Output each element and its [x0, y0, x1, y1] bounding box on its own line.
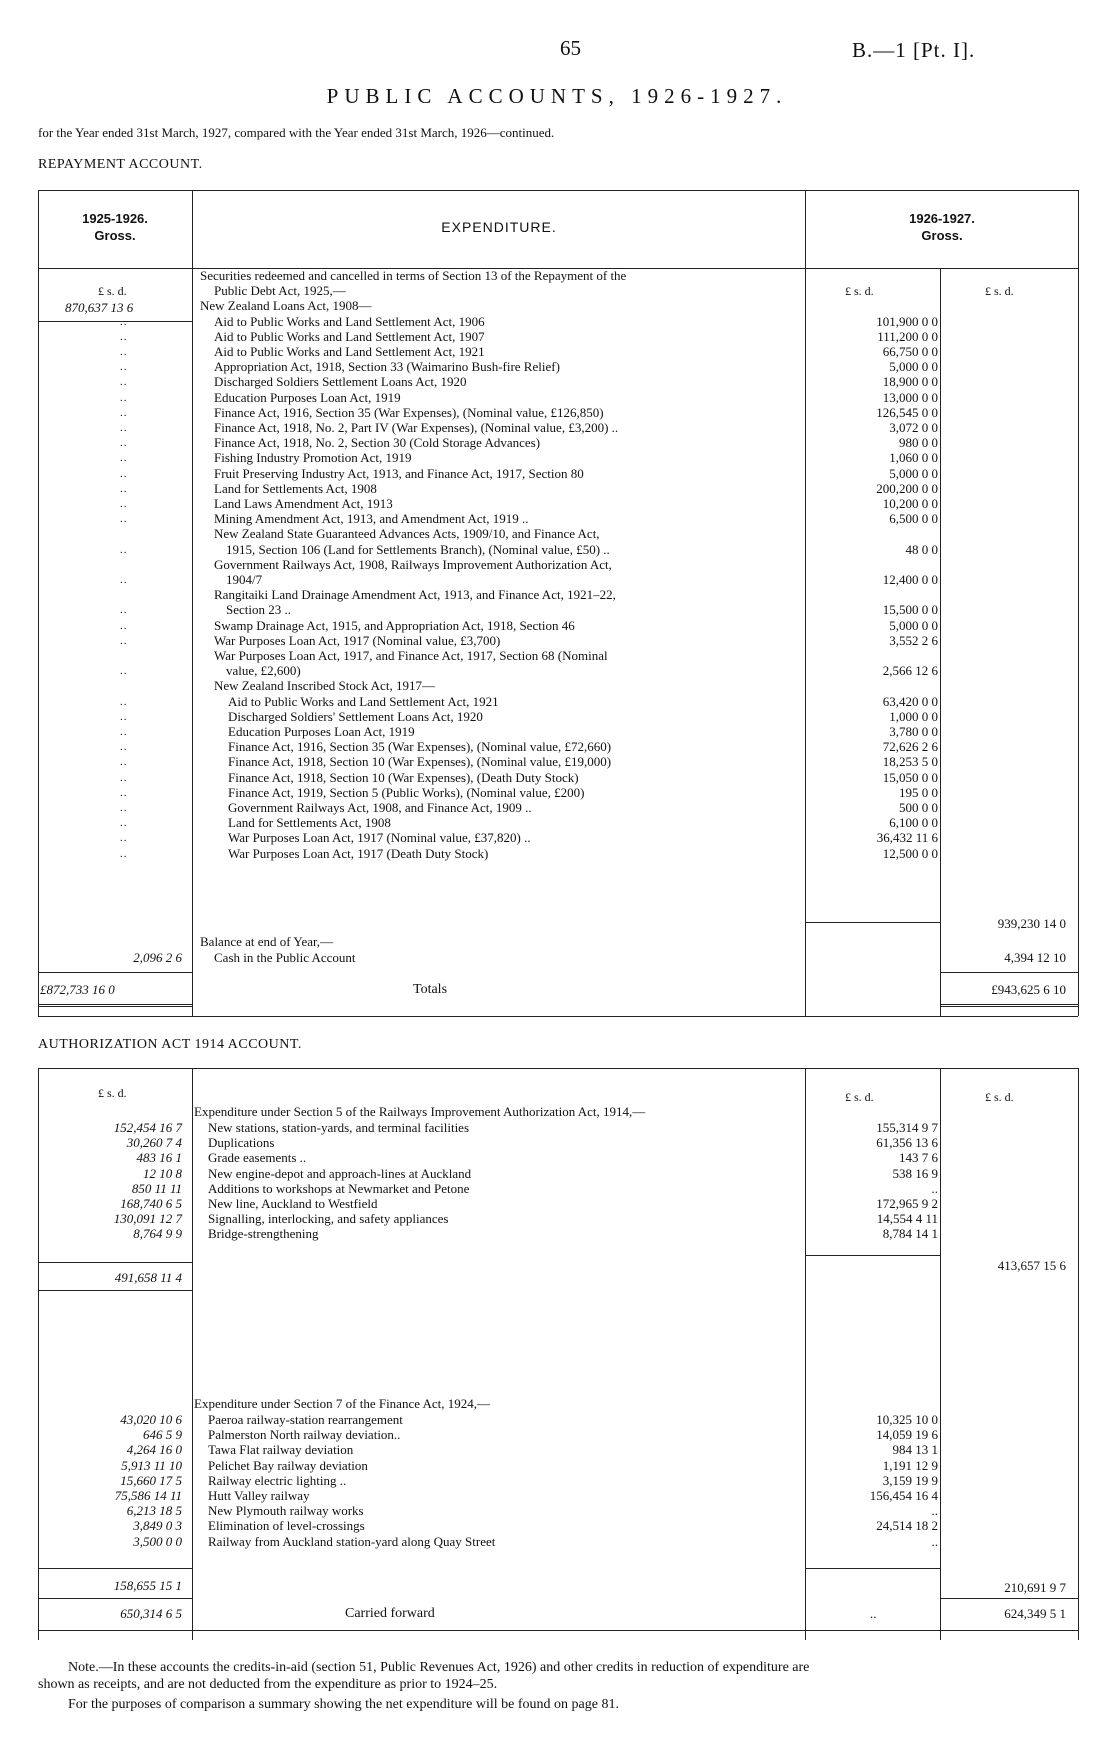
- row-1926-amount: 10,325 10 0: [876, 1412, 938, 1427]
- group2-total: 210,691 9 7: [1004, 1580, 1066, 1595]
- row-description: Aid to Public Works and Land Settlement Act, 1906: [214, 313, 485, 329]
- unit-label: £ s. d.: [845, 1090, 874, 1104]
- row-description: Grade easements ..: [208, 1150, 307, 1166]
- row-description: Duplications: [208, 1135, 275, 1151]
- table-row: [0, 800, 1114, 816]
- row-1925-marker: ..: [120, 741, 128, 754]
- rule: [940, 1598, 1078, 1599]
- rule: [940, 972, 1078, 973]
- row-1925-amount: 3,500 0 0: [133, 1533, 182, 1549]
- totals-1926: £943,625 6 10: [991, 982, 1066, 997]
- table-top-rule: [38, 1068, 1078, 1069]
- row-1926-amount: 195 0 0: [899, 784, 938, 800]
- row-description: Finance Act, 1916, Section 35 (War Expenses), (Nominal value, £72,660): [228, 739, 612, 755]
- table-row: [0, 694, 1114, 710]
- row-description: War Purposes Loan Act, 1917 (Death Duty Stock): [228, 845, 489, 861]
- row-1925-amount: 168,740 6 5: [120, 1196, 182, 1211]
- column-header-1925: 1925-1926. Gross.: [82, 211, 148, 243]
- table-row: [0, 648, 1114, 664]
- row-description: Railway electric lighting ..: [208, 1472, 347, 1488]
- row-1926-amount: 2,566 12 6: [882, 663, 938, 679]
- row-1926-amount: 538 16 9: [892, 1165, 938, 1181]
- table-row: [0, 1150, 1114, 1166]
- page-title: PUBLIC ACCOUNTS, 1926-1927.: [326, 84, 788, 108]
- row-1926-amount: 12,500 0 0: [882, 845, 938, 861]
- row-1926-amount: 156,454 16 4: [869, 1488, 938, 1503]
- totals-1925: £872,733 16 0: [40, 982, 115, 997]
- table-row: [0, 557, 1114, 573]
- row-description: Appropriation Act, 1918, Section 33 (Waimarino Bush-fire Relief): [214, 359, 560, 375]
- carried-forward-1926: 624,349 5 1: [1004, 1606, 1066, 1621]
- table-row: [0, 770, 1114, 786]
- table-row: [0, 1135, 1114, 1151]
- subtotal-rule: [805, 1568, 940, 1569]
- row-1925-amount: 43,020 10 6: [120, 1412, 182, 1427]
- unit-label: £ s. d.: [98, 284, 127, 298]
- row-description: 1904/7: [226, 572, 263, 587]
- row-1925-amount: 15,660 17 5: [120, 1472, 182, 1488]
- table-row: [0, 633, 1114, 649]
- group1-left-total: 491,658 11 4: [114, 1270, 182, 1285]
- row-1925-marker: ..: [120, 437, 128, 450]
- row-description: Mining Amendment Act, 1913, and Amendment Act, 1919 ..: [214, 511, 529, 527]
- row-1926-amount: 72,626 2 6: [882, 739, 938, 755]
- table-row: [0, 1458, 1114, 1474]
- note-line-2: shown as receipts, and are not deducted from the expenditure as prior to 1924–25.: [38, 1677, 498, 1692]
- row-1926-amount: 3,159 19 9: [882, 1472, 938, 1488]
- balance-label: Balance at end of Year,—: [200, 934, 334, 949]
- row-1926-amount: 14,059 19 6: [876, 1427, 938, 1443]
- row-1925-marker: ..: [120, 604, 128, 617]
- row-1926-amount: 980 0 0: [899, 435, 938, 451]
- row-1925-marker: ..: [120, 756, 128, 769]
- row-1925-marker: ..: [120, 802, 128, 814]
- row-1925-amount: 8,764 9 9: [133, 1226, 182, 1242]
- row-1926-amount: 61,356 13 6: [876, 1135, 938, 1151]
- table-row: [0, 526, 1114, 542]
- table-row: [0, 1488, 1114, 1504]
- table-row: [0, 724, 1114, 740]
- table-bottom-rule: [38, 1016, 1078, 1017]
- table-row: [0, 1412, 1114, 1428]
- row-1926-amount: 5,000 0 0: [889, 359, 938, 375]
- row-1925-amount: 30,260 7 4: [126, 1135, 182, 1151]
- row-1926-amount: 10,200 0 0: [882, 496, 938, 511]
- carried-forward-dots: ..: [870, 1606, 877, 1621]
- row-1925-marker: ..: [120, 847, 128, 860]
- row-description: War Purposes Loan Act, 1917 (Nominal value, £37,820) ..: [228, 830, 531, 846]
- row-description: Finance Act, 1918, Section 10 (War Expenses), (Death Duty Stock): [228, 769, 579, 785]
- table-row: [0, 1120, 1114, 1136]
- row-description: Land Laws Amendment Act, 1913: [214, 496, 393, 511]
- table-row: [0, 1473, 1114, 1489]
- totals-label: Totals: [413, 982, 448, 997]
- subtotal-rule: [805, 922, 940, 923]
- row-1925-amount: 483 16 1: [136, 1150, 182, 1166]
- unit-label: £ s. d.: [845, 284, 874, 298]
- row-1925-marker: ..: [120, 467, 128, 480]
- row-description: Securities redeemed and cancelled in terms of Section 13 of the Repayment of the: [200, 268, 627, 283]
- group2-left-total: 158,655 15 1: [113, 1578, 182, 1593]
- cash-1926: 4,394 12 10: [1004, 950, 1066, 965]
- row-1926-amount: 3,552 2 6: [889, 632, 938, 648]
- row-1925-amount: 3,849 0 3: [133, 1518, 182, 1534]
- row-1925-marker: ..: [120, 513, 128, 526]
- row-description: New engine-depot and approach-lines at Auckland: [208, 1165, 472, 1181]
- row-1926-amount: 200,200 0 0: [876, 480, 938, 496]
- rule: [38, 1290, 192, 1291]
- group-heading-railways: Expenditure under Section 5 of the Railways Improvement Authorization Act, 1914,—: [194, 1104, 646, 1119]
- table-row: [0, 739, 1114, 755]
- row-description: Fishing Industry Promotion Act, 1919: [214, 450, 412, 466]
- row-1925-amount: 646 5 9: [143, 1427, 182, 1443]
- table-row: [0, 329, 1114, 345]
- row-description: Tawa Flat railway deviation: [208, 1442, 354, 1458]
- table-bottom-rule: [38, 1630, 1078, 1631]
- table-row: [0, 466, 1114, 482]
- row-description: Discharged Soldiers' Settlement Loans Act, 1920: [228, 708, 483, 724]
- table-row: [0, 405, 1114, 421]
- rule: [38, 972, 192, 973]
- column-header-expenditure: EXPENDITURE.: [441, 219, 557, 235]
- row-1925-amount: 152,454 16 7: [113, 1120, 182, 1135]
- row-1925-marker: ..: [120, 422, 128, 434]
- row-1925-marker: ..: [120, 695, 128, 708]
- table-row: [0, 587, 1114, 603]
- row-description: New Plymouth railway works: [208, 1503, 364, 1519]
- row-1926-amount: 6,100 0 0: [889, 815, 938, 831]
- row-1925-amount: 4,264 16 0: [126, 1442, 182, 1458]
- row-1926-amount: 172,965 9 2: [876, 1196, 938, 1211]
- rule: [38, 1598, 192, 1599]
- table-row: [0, 1166, 1114, 1182]
- table-row: [0, 435, 1114, 451]
- row-1926-amount: 5,000 0 0: [889, 617, 938, 633]
- row-1925-marker: ..: [120, 543, 128, 556]
- row-description: Finance Act, 1918, No. 2, Section 30 (Cold Storage Advances): [214, 435, 541, 451]
- row-description: New Zealand Loans Act, 1908—: [200, 298, 372, 314]
- row-description: Government Railways Act, 1908, Railways Improvement Authorization Act,: [214, 556, 612, 572]
- row-1926-amount: 126,545 0 0: [876, 404, 938, 420]
- table-row: [0, 678, 1114, 694]
- cash-1925: 2,096 2 6: [133, 950, 182, 965]
- row-1926-amount: 111,200 0 0: [877, 328, 938, 344]
- row-1925-marker: ..: [120, 482, 128, 495]
- row-description: Finance Act, 1918, Section 10 (War Expenses), (Nominal value, £19,000): [228, 754, 612, 770]
- table-row: [0, 268, 1114, 284]
- row-1925-amount: 75,586 14 11: [114, 1488, 182, 1503]
- row-description: Rangitaiki Land Drainage Amendment Act, 1913, and Finance Act, 1921–22,: [214, 587, 616, 603]
- row-1925-amount: 5,913 11 10: [121, 1457, 182, 1473]
- row-description: Signalling, interlocking, and safety appliances: [208, 1211, 449, 1227]
- row-1925-marker: ..: [120, 452, 128, 465]
- page-number: 65: [560, 36, 581, 60]
- row-1926-amount: 3,072 0 0: [889, 420, 938, 435]
- double-rule: [38, 1004, 192, 1007]
- row-1925-marker: ..: [120, 726, 128, 738]
- row-description: Land for Settlements Act, 1908: [228, 815, 391, 831]
- row-1926-amount: ..: [931, 1533, 938, 1549]
- table-top-rule: [38, 190, 1078, 191]
- row-1926-amount: 6,500 0 0: [889, 511, 938, 527]
- row-1926-amount: 36,432 11 6: [876, 830, 938, 846]
- table-row: [0, 1427, 1114, 1443]
- unit-label: £ s. d.: [985, 284, 1014, 298]
- table-row: [0, 511, 1114, 527]
- row-1926-amount: ..: [931, 1180, 938, 1196]
- row-1926-amount: 3,780 0 0: [889, 724, 938, 739]
- row-1925-marker: ..: [120, 665, 128, 678]
- row-description: Aid to Public Works and Land Settlement Act, 1921: [214, 344, 485, 359]
- table-row: [0, 542, 1114, 558]
- row-1925-amount: 130,091 12 7: [113, 1211, 182, 1227]
- table-row: [0, 1503, 1114, 1519]
- row-1926-amount: 48 0 0: [905, 541, 938, 557]
- double-rule: [940, 1004, 1078, 1007]
- group-heading-finance: Expenditure under Section 7 of the Finance Act, 1924,—: [194, 1396, 491, 1411]
- table-row: [0, 1534, 1114, 1550]
- row-1926-amount: 5,000 0 0: [889, 465, 938, 481]
- row-1926-amount: 1,000 0 0: [889, 708, 938, 724]
- row-1925-marker: ..: [120, 619, 128, 632]
- row-1926-amount: ..: [931, 1503, 938, 1519]
- row-description: Hutt Valley railway: [208, 1488, 310, 1503]
- row-1925-marker: ..: [120, 315, 128, 328]
- row-description: Education Purposes Loan Act, 1919: [214, 389, 401, 405]
- row-description: Palmerston North railway deviation..: [208, 1427, 401, 1443]
- row-1925-marker: ..: [120, 406, 128, 419]
- row-description: Finance Act, 1916, Section 35 (War Expenses), (Nominal value, £126,850): [214, 404, 604, 420]
- row-description: Land for Settlements Act, 1908: [214, 480, 377, 496]
- row-description: value, £2,600): [226, 663, 301, 679]
- table-row: [0, 846, 1114, 862]
- column-header-1926: 1926-1927. Gross.: [909, 211, 975, 243]
- table-row: [0, 481, 1114, 497]
- rule: [38, 1262, 192, 1263]
- table-row: [0, 450, 1114, 466]
- row-1925-marker: ..: [120, 361, 128, 374]
- row-1925-marker: ..: [120, 330, 128, 343]
- row-description: Aid to Public Works and Land Settlement Act, 1921: [228, 693, 499, 709]
- row-1925-marker: ..: [120, 391, 128, 404]
- row-description: 1915, Section 106 (Land for Settlements Branch), (Nominal value, £50) ..: [226, 541, 610, 557]
- row-description: Bridge-strengthening: [208, 1226, 319, 1242]
- row-description: War Purposes Loan Act, 1917, and Finance Act, 1917, Section 68 (Nominal: [214, 648, 608, 663]
- page-subtitle: for the Year ended 31st March, 1927, compared with the Year ended 31st March, 1926—continued.: [38, 125, 555, 140]
- row-1926-amount: 984 13 1: [892, 1442, 938, 1458]
- section-title-repayment: REPAYMENT ACCOUNT.: [38, 157, 203, 172]
- row-1926-amount: 18,900 0 0: [882, 374, 938, 390]
- unit-label: £ s. d.: [98, 1086, 127, 1100]
- table-row: [0, 1211, 1114, 1227]
- row-description: Finance Act, 1918, No. 2, Part IV (War Expenses), (Nominal value, £3,200) ..: [214, 420, 619, 435]
- row-description: Aid to Public Works and Land Settlement Act, 1907: [214, 328, 485, 344]
- row-description: Fruit Preserving Industry Act, 1913, and Finance Act, 1917, Section 80: [214, 465, 584, 481]
- row-description: Elimination of level-crossings: [208, 1518, 365, 1534]
- row-1926-amount: 12,400 0 0: [882, 572, 938, 587]
- note-line-1: Note.—In these accounts the credits-in-aid (section 51, Public Revenues Act, 1926) and other credits in reduction of expenditure are: [68, 1660, 810, 1675]
- table-row: [0, 815, 1114, 831]
- carried-forward-1925: 650,314 6 5: [120, 1606, 182, 1621]
- table-row: [0, 1226, 1114, 1242]
- row-description: Railway from Auckland station-yard along Quay Street: [208, 1533, 496, 1549]
- section-title-authorization: AUTHORIZATION ACT 1914 ACCOUNT.: [38, 1037, 302, 1052]
- table-row: [0, 618, 1114, 634]
- opening-balance-1925: 870,637 13 6: [65, 300, 134, 315]
- row-1926-amount: 8,784 14 1: [882, 1226, 938, 1242]
- unit-label: £ s. d.: [985, 1090, 1014, 1104]
- table-row: [0, 830, 1114, 846]
- subtotal-rule: [805, 1255, 940, 1256]
- row-1926-amount: 66,750 0 0: [882, 344, 938, 359]
- row-1926-amount: 13,000 0 0: [882, 389, 938, 405]
- row-description: New Zealand State Guaranteed Advances Acts, 1909/10, and Finance Act,: [214, 526, 600, 542]
- row-1925-marker: ..: [120, 832, 128, 845]
- row-description: War Purposes Loan Act, 1917 (Nominal value, £3,700): [214, 632, 501, 648]
- group1-total: 413,657 15 6: [997, 1258, 1066, 1273]
- row-description: New Zealand Inscribed Stock Act, 1917—: [214, 678, 435, 694]
- table-row: [0, 283, 1114, 299]
- document-reference: B.—1 [Pt. I].: [852, 38, 976, 62]
- row-1926-amount: 500 0 0: [899, 800, 938, 815]
- table-row: [0, 1196, 1114, 1212]
- row-description: Education Purposes Loan Act, 1919: [228, 724, 415, 739]
- table-row: [0, 496, 1114, 512]
- row-1925-marker: ..: [120, 771, 128, 784]
- table-row: [0, 1518, 1114, 1534]
- table-row: [0, 572, 1114, 588]
- row-description: Additions to workshops at Newmarket and Petone: [208, 1180, 470, 1196]
- row-description: Paeroa railway-station rearrangement: [208, 1412, 403, 1427]
- row-1926-amount: 14,554 4 11: [876, 1211, 938, 1227]
- table-row: [0, 314, 1114, 330]
- row-description: Pelichet Bay railway deviation: [208, 1457, 368, 1473]
- table-row: [0, 602, 1114, 618]
- table-row: [0, 1181, 1114, 1197]
- row-1926-amount: 15,050 0 0: [882, 769, 938, 785]
- row-1926-amount: 18,253 5 0: [882, 754, 938, 770]
- row-1925-marker: ..: [120, 817, 128, 830]
- row-1925-marker: ..: [120, 498, 128, 510]
- row-1926-amount: 1,060 0 0: [889, 450, 938, 466]
- row-description: Discharged Soldiers Settlement Loans Act, 1920: [214, 374, 467, 390]
- row-1926-amount: 143 7 6: [899, 1150, 938, 1166]
- row-description: New line, Auckland to Westfield: [208, 1196, 378, 1211]
- row-1926-amount: 15,500 0 0: [882, 602, 938, 618]
- table-row: [0, 374, 1114, 390]
- row-1925-amount: 12 10 8: [143, 1165, 182, 1181]
- row-1925-marker: ..: [120, 634, 128, 647]
- table-row: [0, 359, 1114, 375]
- table-row: [0, 754, 1114, 770]
- row-1926-amount: 101,900 0 0: [876, 313, 938, 329]
- row-1925-marker: ..: [120, 574, 128, 586]
- row-1925-amount: 850 11 11: [131, 1180, 182, 1196]
- table-row: [0, 785, 1114, 801]
- table-row: [0, 298, 1114, 314]
- carried-forward-label: Carried forward: [345, 1606, 435, 1621]
- row-1925-marker: ..: [120, 346, 128, 358]
- subtotal-amount: 939,230 14 0: [997, 916, 1066, 931]
- cash-label: Cash in the Public Account: [214, 950, 356, 965]
- row-description: Finance Act, 1919, Section 5 (Public Works), (Nominal value, £200): [228, 784, 585, 800]
- row-description: Swamp Drainage Act, 1915, and Appropriation Act, 1918, Section 46: [214, 617, 575, 633]
- row-1926-amount: 24,514 18 2: [876, 1518, 938, 1534]
- row-1925-marker: ..: [120, 376, 128, 389]
- table-row: [0, 344, 1114, 360]
- row-1925-marker: ..: [120, 786, 128, 799]
- row-1926-amount: 1,191 12 9: [882, 1457, 938, 1473]
- row-description: Government Railways Act, 1908, and Finance Act, 1909 ..: [228, 800, 532, 815]
- row-description: New stations, station-yards, and terminal facilities: [208, 1120, 470, 1135]
- rule: [38, 1568, 192, 1569]
- row-1926-amount: 155,314 9 7: [876, 1120, 938, 1135]
- row-1925-amount: 6,213 18 5: [126, 1503, 182, 1519]
- table-row: [0, 390, 1114, 406]
- note-line-3: For the purposes of comparison a summary showing the net expenditure will be found on page 81.: [68, 1697, 619, 1712]
- table-row: [0, 1442, 1114, 1458]
- table-row: [0, 420, 1114, 436]
- table-row: [0, 663, 1114, 679]
- row-description: Section 23 ..: [226, 602, 291, 618]
- row-1925-marker: ..: [120, 710, 128, 723]
- table-row: [0, 709, 1114, 725]
- row-1926-amount: 63,420 0 0: [882, 693, 938, 709]
- row-description: Public Debt Act, 1925,—: [214, 283, 346, 299]
